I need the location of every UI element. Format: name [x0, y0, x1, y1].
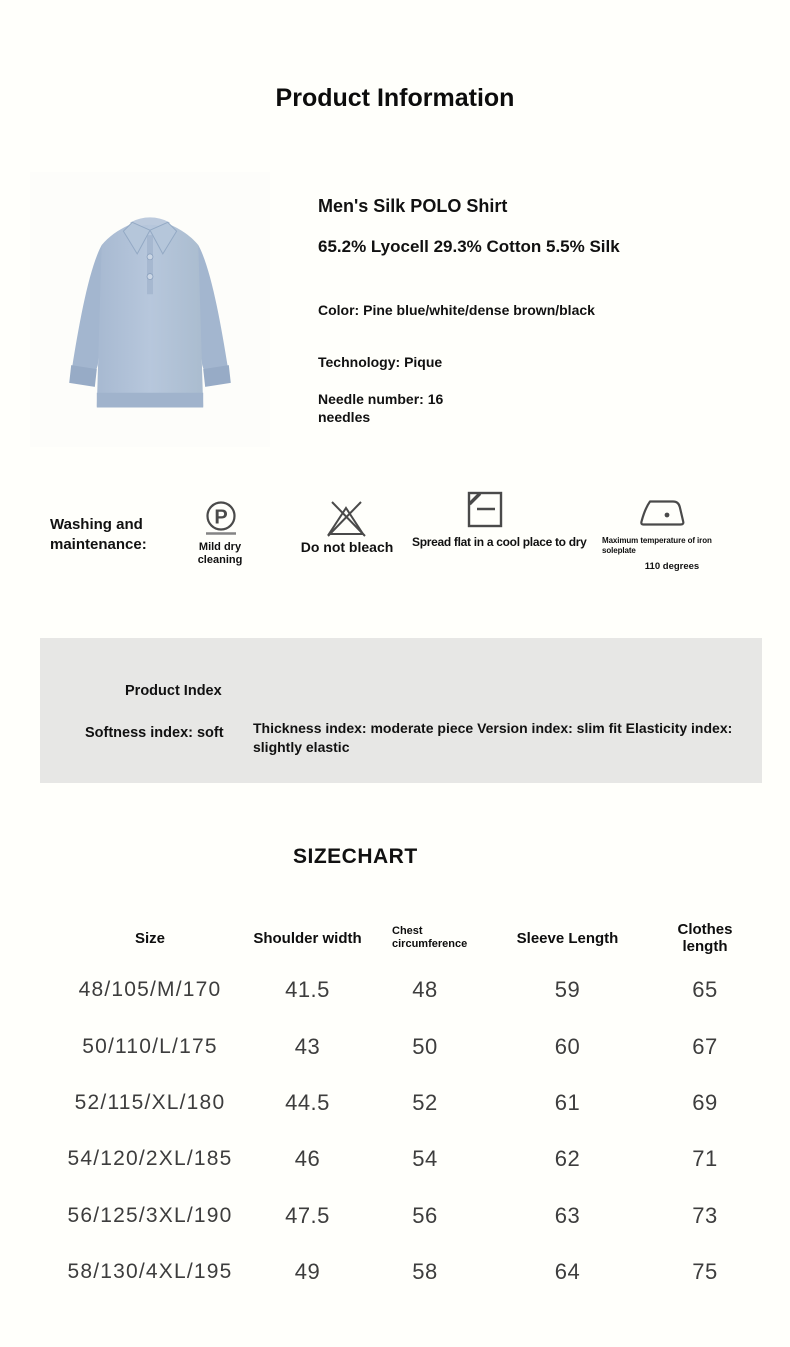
- clothes-cell: 67: [692, 1033, 718, 1059]
- product-needle-count: Needle number: 16 needles: [318, 391, 444, 425]
- chest-cell: 56: [412, 1202, 438, 1228]
- shoulder-cell: 47.5: [285, 1202, 330, 1228]
- dry-flat-in-shade-icon: [466, 489, 504, 534]
- sleeve-cell: 64: [554, 1259, 581, 1285]
- size-chart-title: SIZECHART: [293, 845, 418, 868]
- shoulder-cell: 49: [294, 1259, 321, 1285]
- size-cell: 50/110/L/175: [82, 1034, 218, 1058]
- product-technology: Technology: Pique: [318, 354, 443, 370]
- size-cell: 52/115/XL/180: [74, 1090, 226, 1114]
- clothes-cell: 75: [692, 1259, 718, 1285]
- size-chart-body: [60, 962, 750, 1300]
- shoulder-cell: 44.5: [285, 1089, 330, 1115]
- chest-cell: 52: [412, 1089, 438, 1115]
- size-cell: 56/125/3XL/190: [67, 1203, 233, 1227]
- care-item-label: Do not bleach: [300, 539, 394, 555]
- column-header-sleeve: Sleeve Length: [516, 929, 619, 947]
- polo-shirt-illustration: [36, 178, 264, 442]
- sleeve-cell: 62: [554, 1146, 581, 1172]
- sleeve-cell: 60: [554, 1033, 581, 1059]
- dry-clean-gentle-p-icon: [200, 500, 242, 545]
- product-index-title: Product Index: [125, 683, 222, 699]
- do-not-bleach-icon: [324, 500, 368, 543]
- product-color-options: Color: Pine blue/white/dense brown/black: [318, 302, 595, 318]
- column-header-clothes: Clothes length: [677, 921, 733, 955]
- sleeve-cell: 59: [554, 977, 581, 1003]
- softness-index: Softness index: soft: [85, 725, 224, 741]
- care-item-label: Spread flat in a cool place to dry: [412, 535, 587, 549]
- sleeve-cell: 63: [554, 1202, 581, 1228]
- iron-low-temperature-icon: [637, 495, 687, 538]
- clothes-cell: 69: [692, 1089, 718, 1115]
- iron-temperature-value: 110 degrees: [644, 561, 700, 572]
- chest-cell: 54: [412, 1146, 438, 1172]
- column-header-size: Size: [134, 929, 165, 947]
- sleeve-cell: 61: [554, 1089, 581, 1115]
- page-title: Product Information: [275, 84, 515, 112]
- shoulder-cell: 41.5: [285, 977, 330, 1003]
- svg-text:P: P: [214, 506, 228, 529]
- column-header-shoulder: Shoulder width: [253, 929, 362, 947]
- shoulder-cell: 46: [294, 1146, 321, 1172]
- chest-cell: 48: [412, 977, 438, 1003]
- chest-cell: 50: [412, 1033, 438, 1059]
- product-index-panel: [40, 638, 762, 783]
- chest-cell: 58: [412, 1259, 438, 1285]
- care-section-label: Washing and maintenance:: [50, 516, 147, 553]
- size-cell: 58/130/4XL/195: [67, 1260, 233, 1284]
- care-item-label: Mild dry cleaning: [197, 541, 243, 566]
- clothes-cell: 65: [692, 977, 718, 1003]
- shoulder-cell: 43: [294, 1033, 321, 1059]
- size-cell: 48/105/M/170: [78, 978, 222, 1002]
- size-cell: 54/120/2XL/185: [67, 1147, 233, 1171]
- size-chart-header-row: [60, 916, 750, 960]
- column-header-chest: Chest circumference: [392, 925, 468, 950]
- index-details: Thickness index: moderate piece Version index: slim fit Elasticity index: slightly elastic: [253, 720, 733, 755]
- care-item-label: Maximum temperature of iron soleplate: [602, 536, 712, 555]
- product-photo: [30, 172, 270, 447]
- clothes-cell: 73: [692, 1202, 718, 1228]
- product-name: Men's Silk POLO Shirt: [318, 196, 508, 216]
- clothes-cell: 71: [692, 1146, 718, 1172]
- product-composition: 65.2% Lyocell 29.3% Cotton 5.5% Silk: [318, 237, 620, 256]
